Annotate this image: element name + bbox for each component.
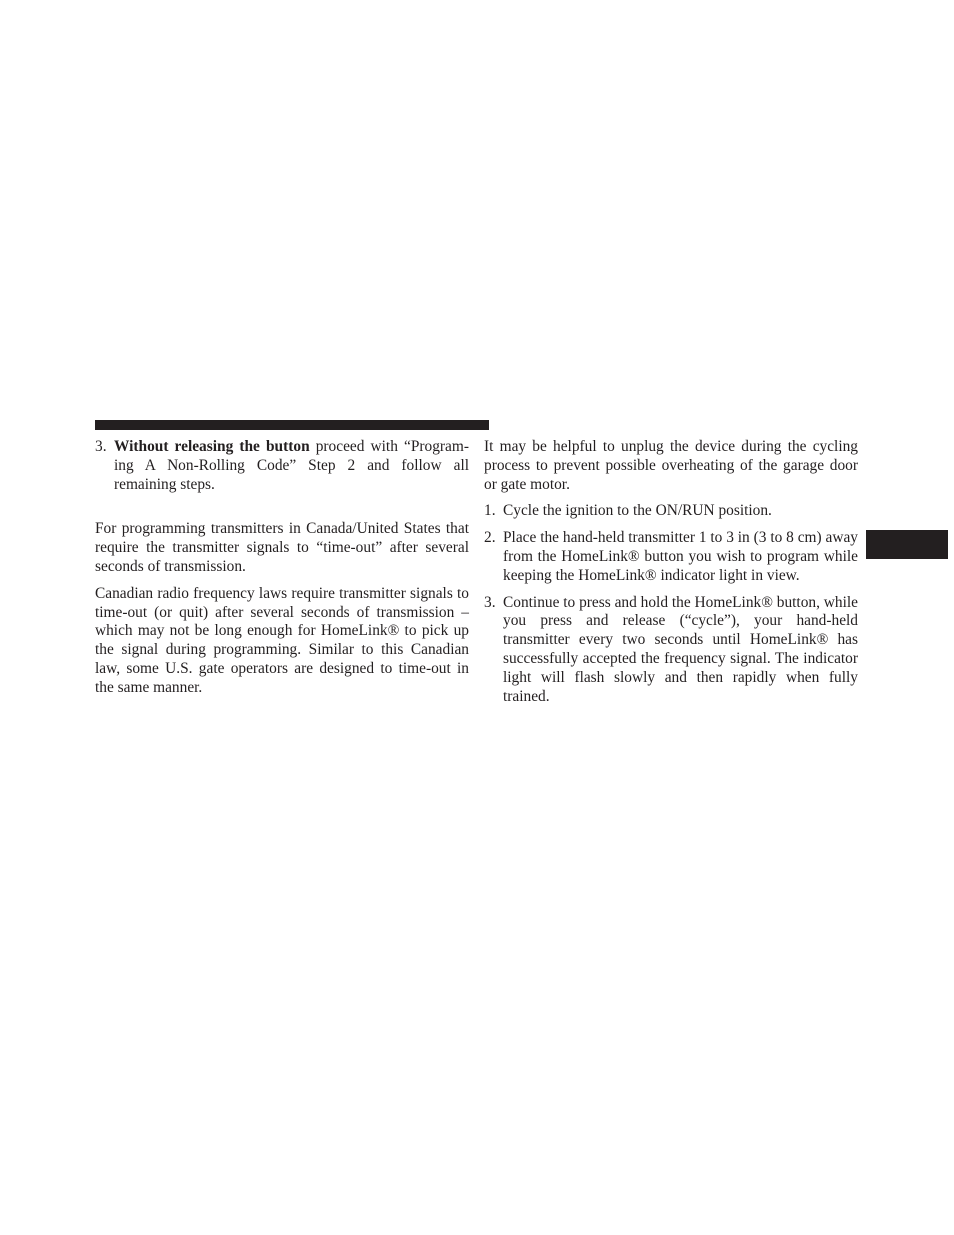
list-item-step-3 <box>484 594 858 707</box>
step-rest-text: proceed with “Programing A Non-Rolling Code” Step 2 and follow all remaining steps. <box>114 438 469 493</box>
paragraph-unplug-device: It may be helpful to unplug the device during the cycling process to prevent possible overheating of the garage door or gate motor. <box>484 438 858 493</box>
paragraph-canada-us: For programming transmitters in Canada/United States that require the transmitter signals to “time-out” after several seconds of transmission. <box>95 520 469 575</box>
step-text: Continue to press and hold the HomeLink® button, while you press and release (“cycle”), your hand-held transmitter every two seconds until HomeLink® has successfully accepted the frequency signal. The indicator light will flash slowly and then rapidly when fully trained. <box>503 593 858 705</box>
step-text: Place the hand-held transmitter 1 to 3 in (3 to 8 cm) away from the HomeLink® button you wish to program while keeping the HomeLink® indicator light in view. <box>503 529 858 584</box>
step-number: 3. <box>484 593 496 611</box>
right-column <box>484 438 858 706</box>
step-text <box>114 438 469 494</box>
chapter-thumb-tab <box>866 530 948 559</box>
section-header-rule <box>95 420 489 430</box>
list-item-step-2 <box>484 529 858 585</box>
step-number: 3. <box>95 438 107 455</box>
left-column <box>95 438 469 698</box>
list-item-step-1 <box>484 502 858 521</box>
step-bold-lead: Without releasing the button <box>114 438 310 455</box>
step-number: 2. <box>484 529 496 547</box>
paragraph-canadian-laws: Canadian radio frequency laws require transmitter signals to time-out (or quit) after several seconds of transmission – which may not be long enough for HomeLink® to pick up the signal during programming. Similar to this Canadian law, some U.S. gate operators are designed to time-out in the same manner. <box>95 584 469 696</box>
list-item-step-3 <box>95 438 469 494</box>
step-text: Cycle the ignition to the ON/RUN position. <box>503 502 772 520</box>
step-number: 1. <box>484 502 496 520</box>
